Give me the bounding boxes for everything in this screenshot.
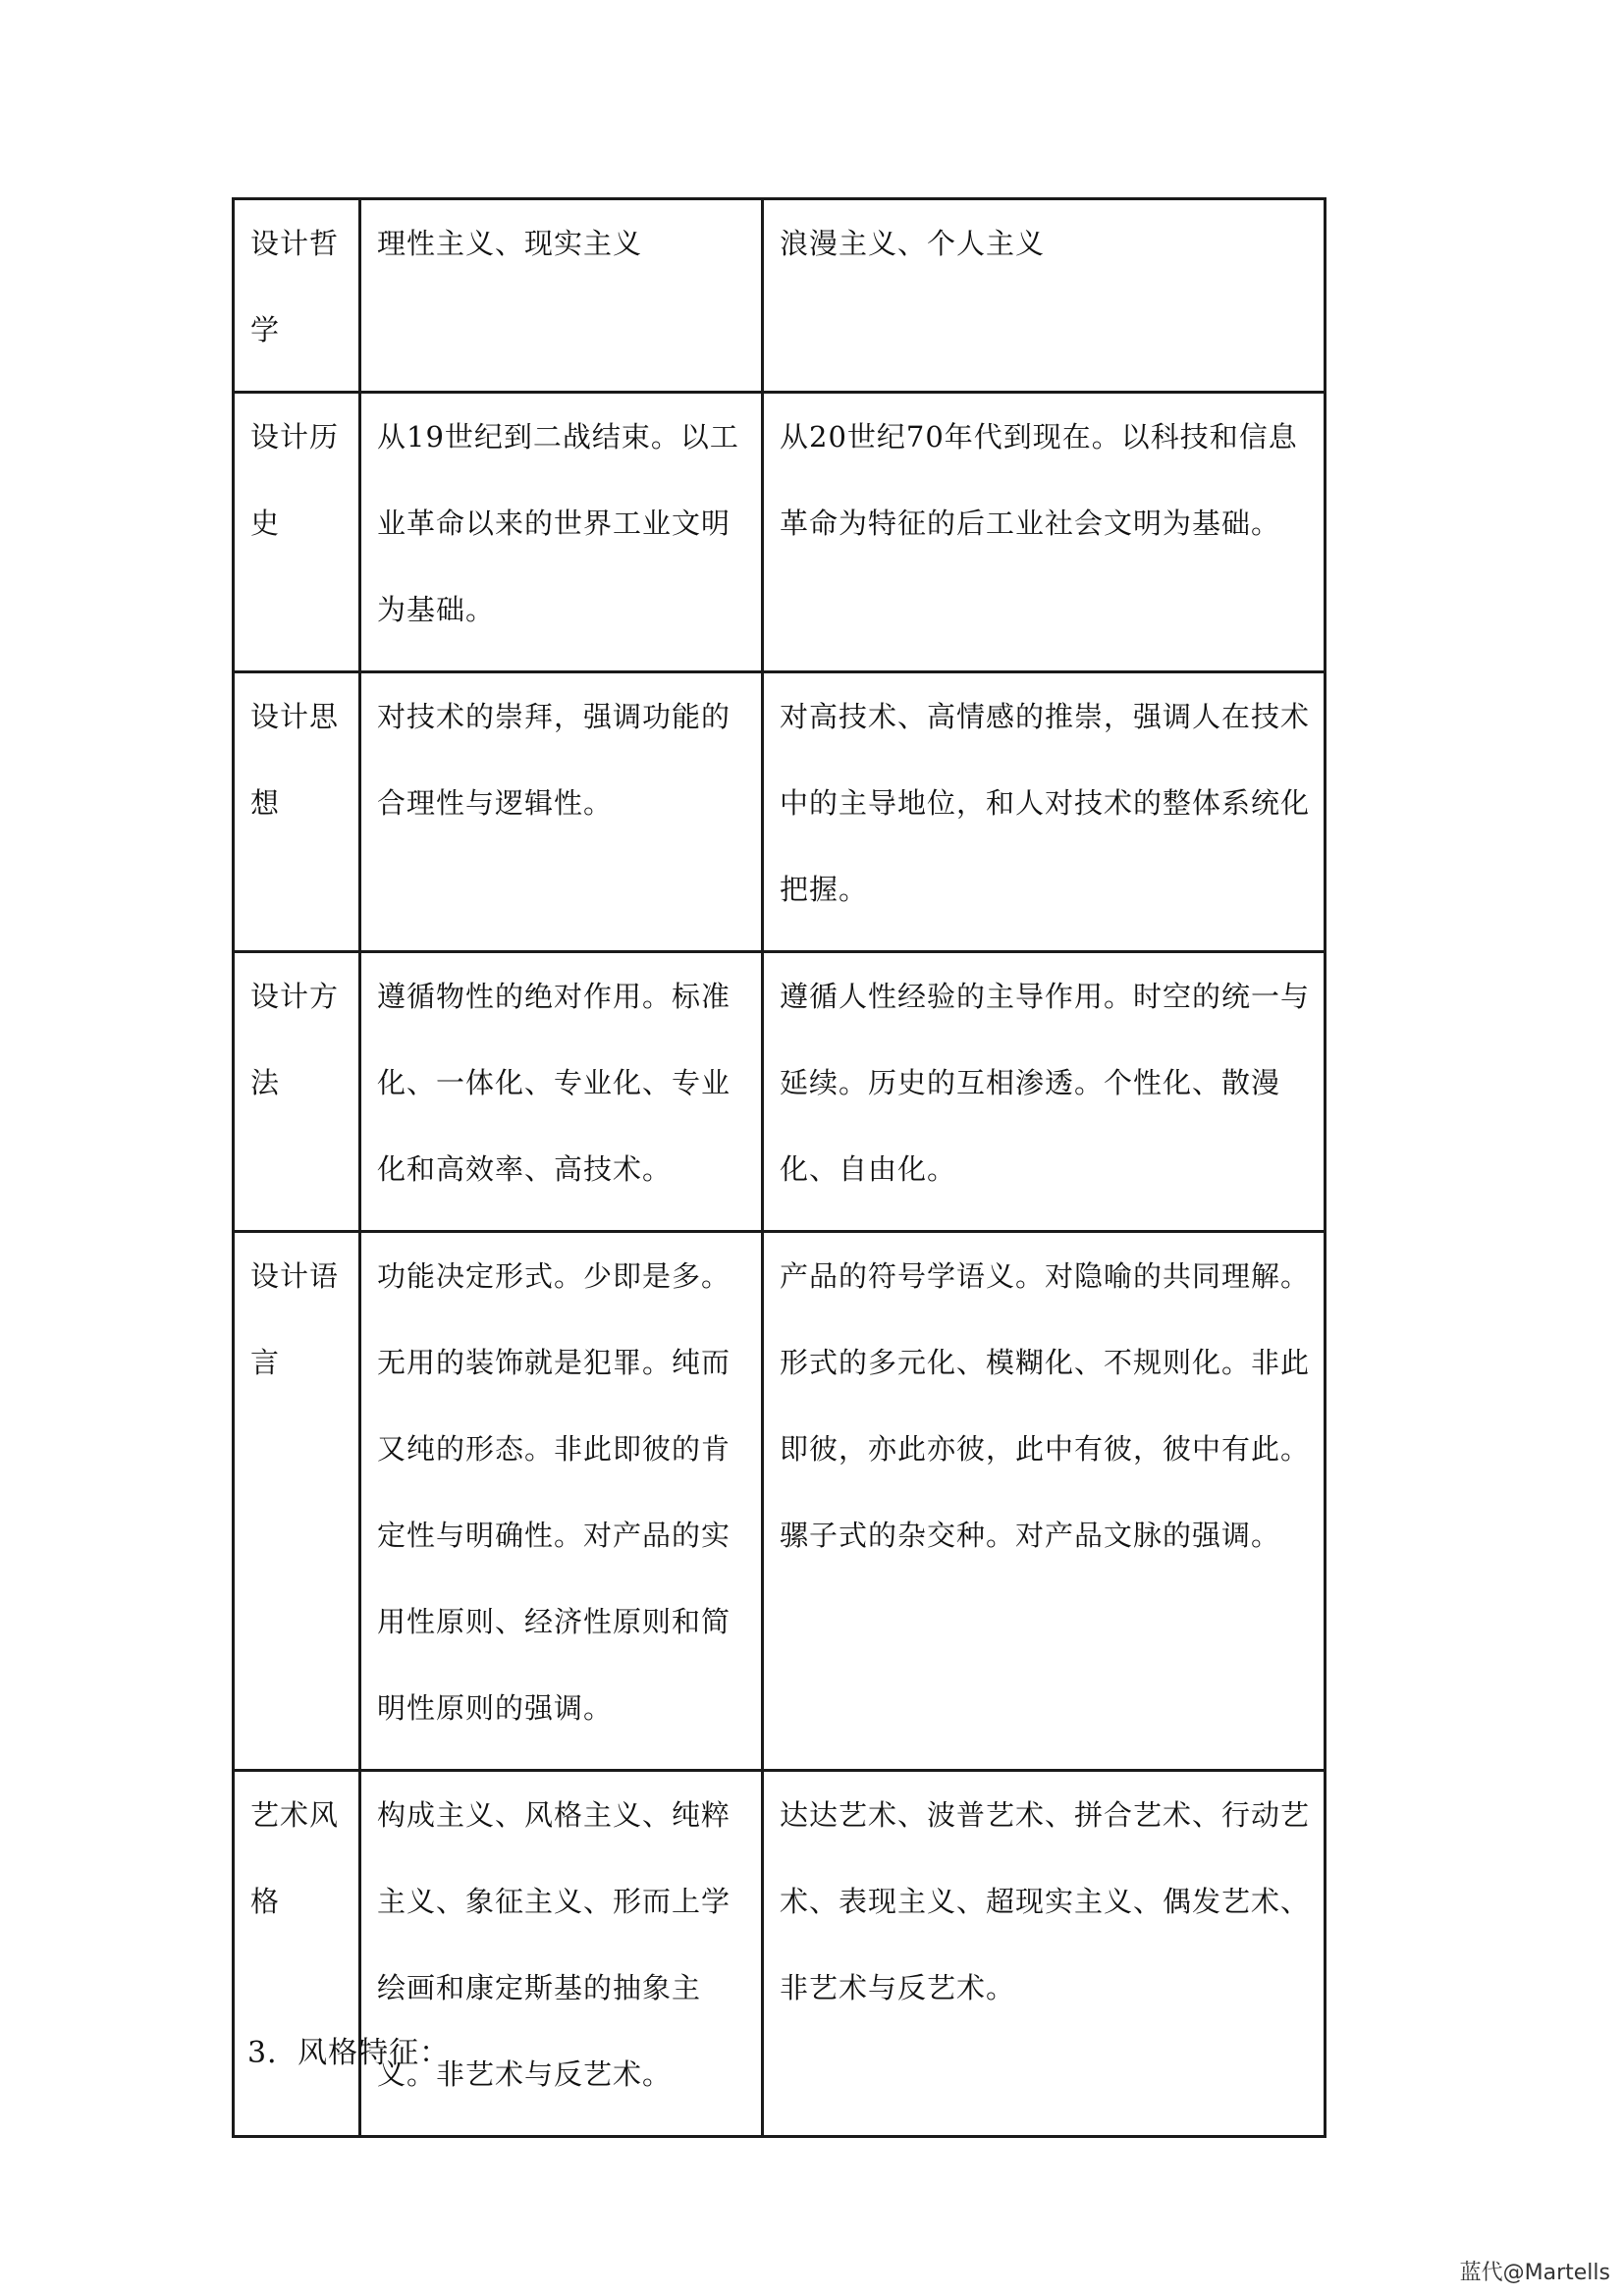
section-heading: 3．风格特征：	[247, 2036, 451, 2070]
table-row	[234, 199, 1326, 393]
modern-text: 从19世纪到二战结束。以工业革命以来的世界工业文明为基础。	[377, 420, 739, 626]
postmodern-cell	[763, 393, 1326, 672]
table-row	[234, 672, 1326, 952]
modern-text: 对技术的崇拜，强调功能的合理性与逻辑性。	[377, 700, 731, 820]
row-label-cell	[234, 393, 360, 672]
table-row	[234, 1771, 1326, 2137]
row-label: 艺术风格	[250, 1798, 340, 1918]
postmodern-text: 产品的符号学语义。对隐喻的共同理解。形式的多元化、模糊化、不规则化。非此即彼，亦此亦彼，此中有彼，彼中有此。骡子式的杂交种。对产品文脉的强调。	[780, 1259, 1311, 1552]
table-row	[234, 952, 1326, 1232]
modern-cell	[360, 952, 763, 1232]
postmodern-text: 遵循人性经验的主导作用。时空的统一与延续。历史的互相渗透。个性化、散漫化、自由化。	[780, 980, 1311, 1186]
modern-text: 遵循物性的绝对作用。标准化、一体化、专业化、专业化和高效率、高技术。	[377, 980, 731, 1186]
row-label: 设计语言	[250, 1259, 340, 1379]
modern-text: 构成主义、风格主义、纯粹主义、象征主义、形而上学绘画和康定斯基的抽象主义。非艺术与反艺术。	[377, 1798, 731, 2091]
modern-text: 理性主义、现实主义	[377, 227, 643, 260]
postmodern-cell	[763, 952, 1326, 1232]
postmodern-cell	[763, 1232, 1326, 1771]
modern-cell	[360, 199, 763, 393]
comparison-table	[232, 197, 1326, 2138]
modern-cell	[360, 1771, 763, 2137]
row-label: 设计历史	[250, 420, 340, 540]
postmodern-text: 从20世纪70年代到现在。以科技和信息革命为特征的后工业社会文明为基础。	[780, 420, 1298, 540]
row-label-cell	[234, 1771, 360, 2137]
modern-cell	[360, 672, 763, 952]
table-row	[234, 1232, 1326, 1771]
modern-cell	[360, 1232, 763, 1771]
modern-text: 功能决定形式。少即是多。无用的装饰就是犯罪。纯而又纯的形态。非此即彼的肯定性与明确性。对产品的实用性原则、经济性原则和简明性原则的强调。	[377, 1259, 731, 1725]
table-row	[234, 393, 1326, 672]
row-label-cell	[234, 1232, 360, 1771]
watermark: 蓝代@Martells	[1459, 2261, 1610, 2285]
postmodern-text: 浪漫主义、个人主义	[780, 227, 1046, 260]
row-label-cell	[234, 672, 360, 952]
row-label-cell	[234, 199, 360, 393]
postmodern-text: 对高技术、高情感的推崇，强调人在技术中的主导地位，和人对技术的整体系统化把握。	[780, 700, 1311, 906]
postmodern-cell	[763, 1771, 1326, 2137]
row-label-cell	[234, 952, 360, 1232]
row-label: 设计方法	[250, 980, 340, 1099]
postmodern-cell	[763, 199, 1326, 393]
postmodern-text: 达达艺术、波普艺术、拼合艺术、行动艺术、表现主义、超现实主义、偶发艺术、非艺术与反艺术。	[780, 1798, 1311, 2004]
row-label: 设计思想	[250, 700, 340, 820]
postmodern-cell	[763, 672, 1326, 952]
modern-cell	[360, 393, 763, 672]
row-label: 设计哲学	[250, 227, 340, 347]
